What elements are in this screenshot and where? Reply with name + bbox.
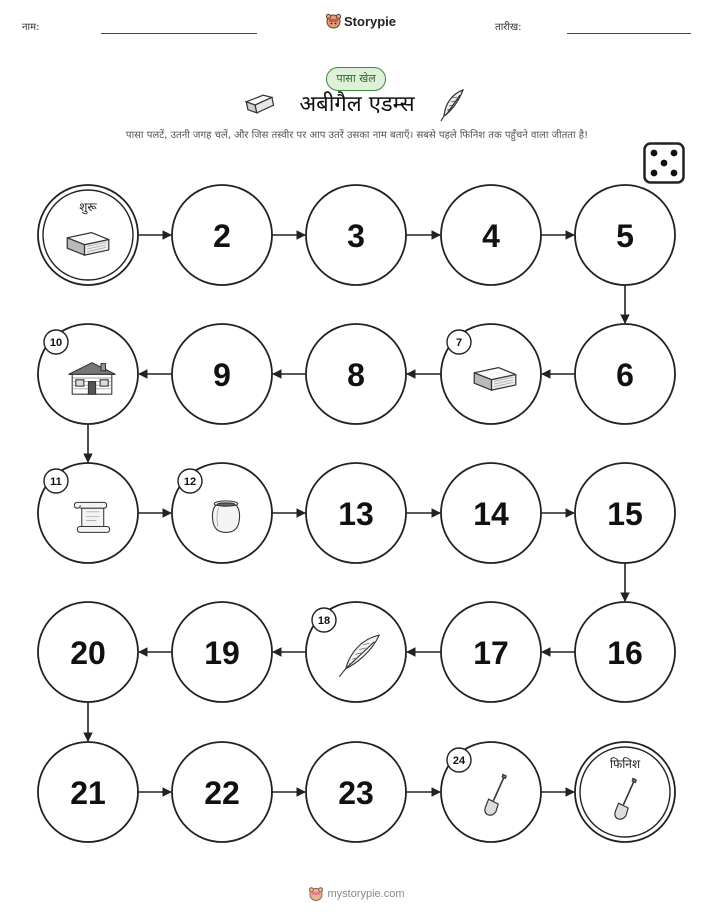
board-cell-25[interactable] bbox=[575, 742, 675, 842]
board-cell-12[interactable] bbox=[172, 463, 272, 563]
mascot-icon bbox=[309, 886, 323, 902]
cell-number: 3 bbox=[347, 218, 365, 254]
cell-number-badge-text: 10 bbox=[49, 337, 63, 349]
cell-number-badge-text: 7 bbox=[455, 337, 463, 349]
game-type-badge: पासा खेल bbox=[326, 67, 386, 91]
board-cell-14[interactable] bbox=[441, 463, 541, 563]
footer-site: mystorypie.com bbox=[327, 888, 405, 900]
board-cell-21[interactable] bbox=[38, 742, 138, 842]
cell-number-badge-text: 24 bbox=[452, 755, 466, 767]
cell-number: 13 bbox=[338, 496, 374, 532]
board-cell-3[interactable] bbox=[306, 185, 406, 285]
board-cell-20[interactable] bbox=[38, 602, 138, 702]
finish-label: फिनिश bbox=[609, 757, 641, 771]
cell-number: 23 bbox=[338, 775, 374, 811]
name-label: नाम: bbox=[22, 22, 40, 33]
footer bbox=[0, 886, 714, 902]
board-cell-24[interactable] bbox=[441, 742, 541, 842]
cell-number: 21 bbox=[70, 775, 106, 811]
cell-number: 6 bbox=[616, 357, 634, 393]
cell-number: 9 bbox=[213, 357, 231, 393]
cell-number-badge-text: 12 bbox=[183, 476, 197, 488]
start-label: शुरू bbox=[79, 200, 97, 214]
board-cell-17[interactable] bbox=[441, 602, 541, 702]
cell-number: 5 bbox=[616, 218, 634, 254]
board-cell-10[interactable] bbox=[38, 324, 138, 424]
date-label: तारीख: bbox=[495, 22, 522, 33]
cell-number: 22 bbox=[204, 775, 240, 811]
cell-number: 2 bbox=[213, 218, 231, 254]
board-cell-7[interactable] bbox=[441, 324, 541, 424]
board-cell-19[interactable] bbox=[172, 602, 272, 702]
pot-icon bbox=[212, 501, 239, 533]
board-cell-18[interactable] bbox=[306, 602, 406, 702]
cell-number: 16 bbox=[607, 635, 643, 671]
cell-number-badge-text: 18 bbox=[317, 615, 331, 627]
board-cell-5[interactable] bbox=[575, 185, 675, 285]
board-cell-11[interactable] bbox=[38, 463, 138, 563]
cell-number: 20 bbox=[70, 635, 106, 671]
board-cell-8[interactable] bbox=[306, 324, 406, 424]
board-cell-1[interactable] bbox=[38, 185, 138, 285]
board-cell-16[interactable] bbox=[575, 602, 675, 702]
cell-number: 15 bbox=[607, 496, 643, 532]
game-title: अबीगैल एडम्स bbox=[299, 92, 415, 117]
cell-number: 4 bbox=[482, 218, 500, 254]
brand-name: Storypie bbox=[344, 13, 397, 29]
board-cell-2[interactable] bbox=[172, 185, 272, 285]
board-cell-4[interactable] bbox=[441, 185, 541, 285]
board-cell-15[interactable] bbox=[575, 463, 675, 563]
cell-number-badge-text: 11 bbox=[50, 476, 62, 488]
cell-number: 17 bbox=[473, 635, 509, 671]
cell-number: 19 bbox=[204, 635, 240, 671]
board-cell-9[interactable] bbox=[172, 324, 272, 424]
cell-number: 8 bbox=[347, 357, 365, 393]
board-cell-13[interactable] bbox=[306, 463, 406, 563]
board-cell-23[interactable] bbox=[306, 742, 406, 842]
board-cell-6[interactable] bbox=[575, 324, 675, 424]
board-cell-22[interactable] bbox=[172, 742, 272, 842]
instructions: पासा पलटें, उतनी जगह चलें, और जिस तस्वीर पर आप उतरें उसका नाम बताएँ। सबसे पहले फिनिश तक पहुँचने वाला जीतता है! bbox=[125, 130, 589, 141]
cell-number: 14 bbox=[473, 496, 509, 532]
